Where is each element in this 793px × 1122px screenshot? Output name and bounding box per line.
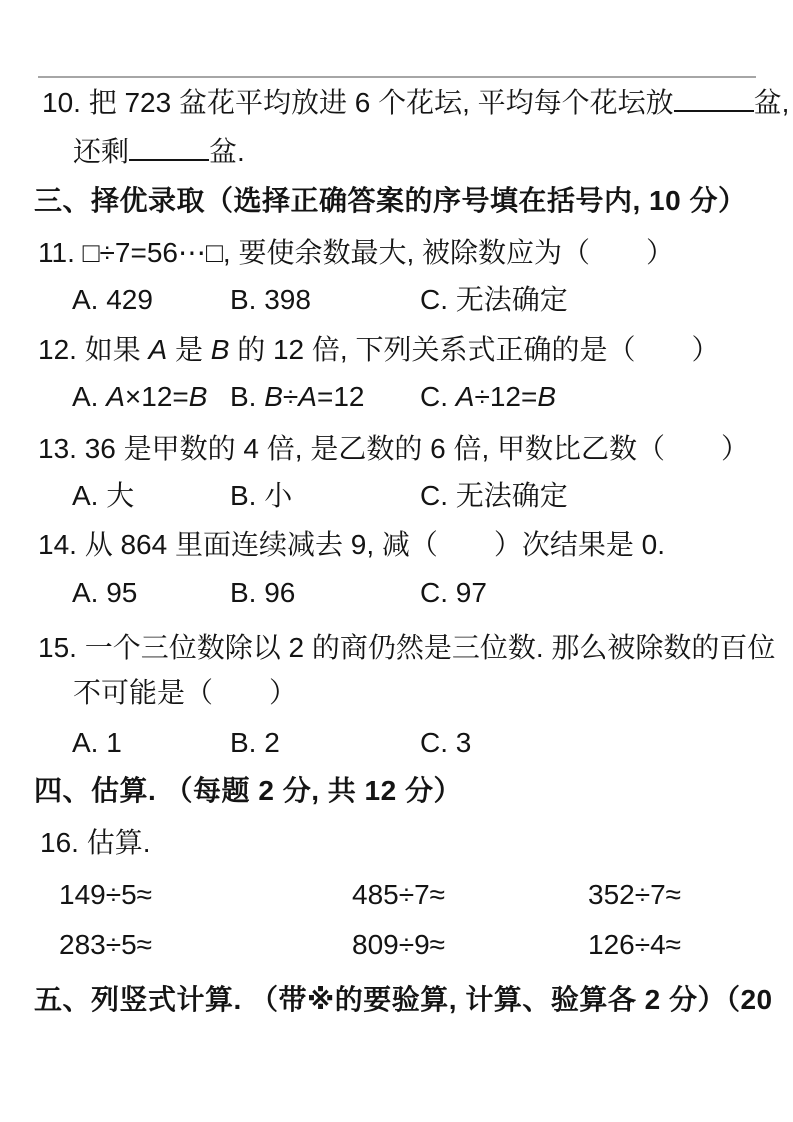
answer-blank-1: [674, 88, 754, 112]
option-a: A. 429: [72, 284, 153, 315]
question-13-stem: 13. 36 是甲数的 4 倍, 是乙数的 6 倍, 甲数比乙数（ ）: [38, 433, 750, 464]
question-11-options: [0, 283, 793, 317]
option-c: [420, 380, 556, 414]
question-12-options: [0, 380, 793, 414]
question-12-text: 是: [167, 334, 211, 365]
question-12-text: 12. 如果: [38, 334, 149, 365]
question-10-line-1: [42, 86, 789, 120]
estimation-expression: 149÷5≈: [59, 879, 153, 910]
variable-b: B: [264, 381, 283, 412]
option-a: A. 1: [72, 727, 122, 758]
option-label: C.: [420, 381, 456, 412]
option-expression: ÷12=: [474, 381, 538, 412]
question-10-text-after-blank: 盆,: [753, 87, 790, 118]
question-10-text: 10. 把 723 盆花平均放进 6 个花坛, 平均每个花坛放: [42, 87, 674, 118]
section-three-title: 三、择优录取（选择正确答案的序号填在括号内, 10 分）: [34, 185, 747, 216]
question-12-stem: [38, 333, 719, 367]
option-label: A.: [72, 381, 107, 412]
question-10-line-2: [73, 135, 245, 169]
option-a: [72, 380, 207, 414]
option-expression: ×12=: [124, 381, 189, 412]
question-13-options: [0, 479, 793, 513]
question-15-stem-line-1: 15. 一个三位数除以 2 的商仍然是三位数. 那么被除数的百位: [38, 632, 776, 663]
variable-b: B: [210, 334, 230, 365]
option-b: B. 小: [230, 480, 293, 511]
option-c: C. 97: [420, 577, 487, 608]
option-c: C. 无法确定: [420, 480, 568, 511]
option-c: C. 3: [420, 727, 472, 758]
estimation-row-2: [0, 928, 793, 962]
variable-a: A: [148, 334, 168, 365]
question-12-text: 的 12 倍, 下列关系式正确的是（ ）: [229, 334, 720, 365]
variable-a: A: [106, 381, 125, 412]
option-b: B. 398: [230, 284, 311, 315]
answer-blank-2: [129, 137, 209, 161]
question-10-text-line2: 还剩: [73, 136, 130, 167]
option-expression: =12: [316, 381, 365, 412]
variable-a: A: [455, 381, 475, 412]
question-14-options: [0, 576, 793, 610]
option-b: [230, 380, 364, 414]
option-label: B.: [230, 381, 265, 412]
option-a: A. 大: [72, 480, 135, 511]
estimation-row-1: [0, 878, 793, 912]
option-c: C. 无法确定: [420, 284, 568, 315]
question-14-stem: 14. 从 864 里面连续减去 9, 减（ ）次结果是 0.: [38, 529, 666, 560]
estimation-expression: 283÷5≈: [59, 929, 153, 960]
estimation-expression: 485÷7≈: [352, 879, 446, 910]
estimation-expression: 809÷9≈: [352, 929, 446, 960]
question-16-label: 16. 估算.: [40, 827, 151, 858]
section-five-title: 五、列竖式计算. （带※的要验算, 计算、验算各 2 分）（20: [34, 984, 773, 1015]
estimation-expression: 126÷4≈: [588, 929, 682, 960]
page-top-divider: [38, 76, 756, 78]
variable-a: A: [298, 381, 317, 412]
variable-b: B: [537, 381, 557, 412]
question-11-stem: 11. □÷7=56⋯□, 要使余数最大, 被除数应为（ ）: [38, 237, 675, 268]
estimation-expression: 352÷7≈: [588, 879, 682, 910]
option-a: A. 95: [72, 577, 138, 608]
option-b: B. 2: [230, 727, 280, 758]
option-b: B. 96: [230, 577, 296, 608]
option-expression: ÷: [282, 381, 299, 412]
question-15-options: [0, 726, 793, 760]
section-four-title: 四、估算. （每题 2 分, 共 12 分）: [34, 775, 462, 806]
variable-b: B: [188, 381, 208, 412]
question-10-text-line2-after-blank: 盆.: [209, 136, 245, 167]
question-15-stem-line-2: 不可能是（ ）: [73, 677, 298, 708]
